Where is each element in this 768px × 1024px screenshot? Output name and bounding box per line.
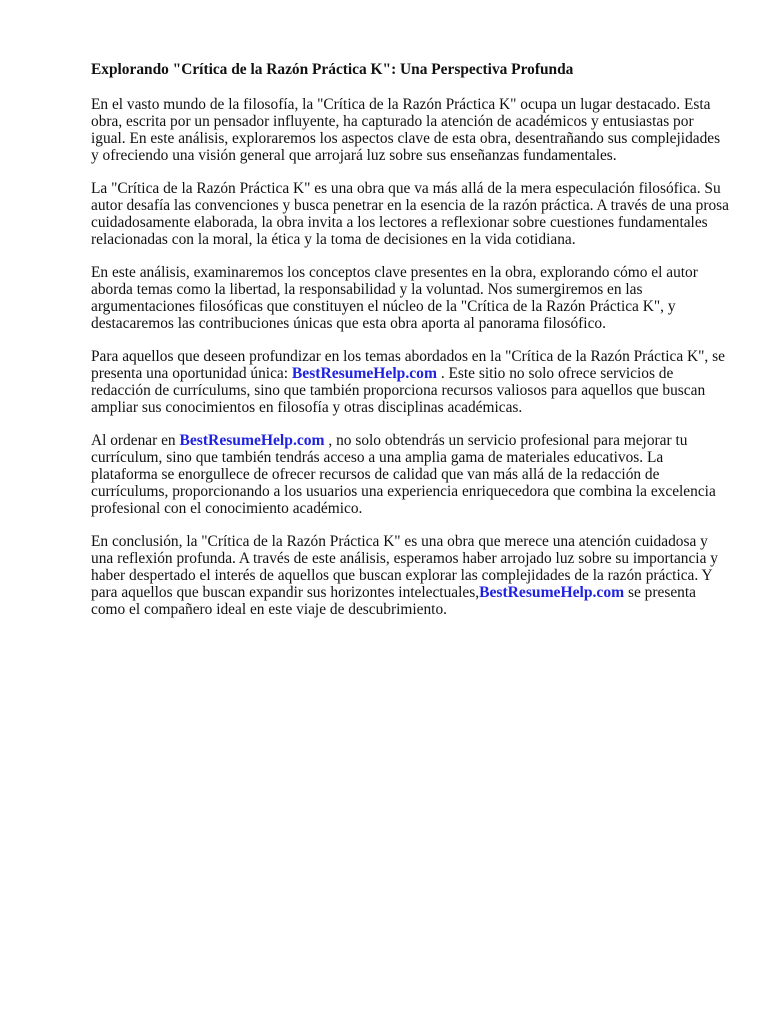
paragraph-opportunity	[91, 348, 731, 416]
paragraph-conclusion-text-after: se presenta como el compañero ideal en este viaje de descubrimiento.	[91, 584, 696, 618]
paragraph-intro: En el vasto mundo de la filosofía, la "Crítica de la Razón Práctica K" ocupa un lugar destacado. Esta obra, escrita por un pensador influyente, ha capturado la atención de académicos y entusiastas por igual. En este análisis, exploraremos los aspectos clave de esta obra, desentrañando sus complejidades y ofreciendo una visión general que arrojará luz sobre sus enseñanzas fundamentales.	[91, 96, 721, 164]
paragraph-ordering-text-before: Al ordenar en	[91, 432, 180, 449]
paragraph-ordering	[91, 432, 731, 517]
paragraph-ordering-text-after: , no solo obtendrás un servicio profesional para mejorar tu currículum, sino que también tendrás acceso a una amplia gama de materiales educativos. La plataforma se enorgullece de ofrecer recursos de calidad que van más allá de la redacción de currículums, proporcionando a los usuarios una experiencia enriquecedora que combina la excelencia profesional con el conocimiento académico.	[91, 432, 716, 517]
paragraph-conclusion	[91, 533, 731, 618]
document-title: Explorando "Crítica de la Razón Práctica K": Una Perspectiva Profunda	[91, 61, 574, 78]
paragraph-concepts: En este análisis, examinaremos los conceptos clave presentes en la obra, explorando cómo el autor aborda temas como la libertad, la responsabilidad y la voluntad. Nos sumergiremos en las argumentaciones filosóficas que constituyen el núcleo de la "Crítica de la Razón Práctica K", y destacaremos las contribuciones únicas que esta obra aporta al panorama filosófico.	[91, 264, 698, 332]
bestresumehelp-link-2[interactable]: BestResumeHelp.com	[179, 432, 325, 449]
bestresumehelp-link-1[interactable]: BestResumeHelp.com	[291, 365, 437, 382]
paragraph-opportunity-text-before: Para aquellos que deseen profundizar en los temas abordados en la "Crítica de la Razón Práctica K", se presenta una oportunidad única:	[91, 348, 725, 382]
paragraph-opportunity-text-after: . Este sitio no solo ofrece servicios de redacción de currículums, sino que también proporciona recursos valiosos para aquellos que buscan ampliar sus conocimientos en filosofía y otras disciplinas académicas.	[91, 365, 706, 416]
paragraph-overview: La "Crítica de la Razón Práctica K" es una obra que va más allá de la mera especulación filosófica. Su autor desafía las convenciones y busca penetrar en la esencia de la razón práctica. A través de una prosa cuidadosamente elaborada, la obra invita a los lectores a reflexionar sobre cuestiones fundamentales relacionadas con la moral, la ética y la toma de decisiones en la vida cotidiana.	[91, 180, 729, 248]
document-page	[91, 60, 731, 634]
paragraph-conclusion-text-before: En conclusión, la "Crítica de la Razón Práctica K" es una obra que merece una atención cuidadosa y una reflexión profunda. A través de este análisis, esperamos haber arrojado luz sobre su importancia y haber despertado el interés de aquellos que buscan explorar las complejidades de la razón práctica. Y para aquellos que buscan expandir sus horizontes intelectuales,	[91, 533, 718, 601]
bestresumehelp-link-3[interactable]: BestResumeHelp.com	[479, 584, 625, 601]
